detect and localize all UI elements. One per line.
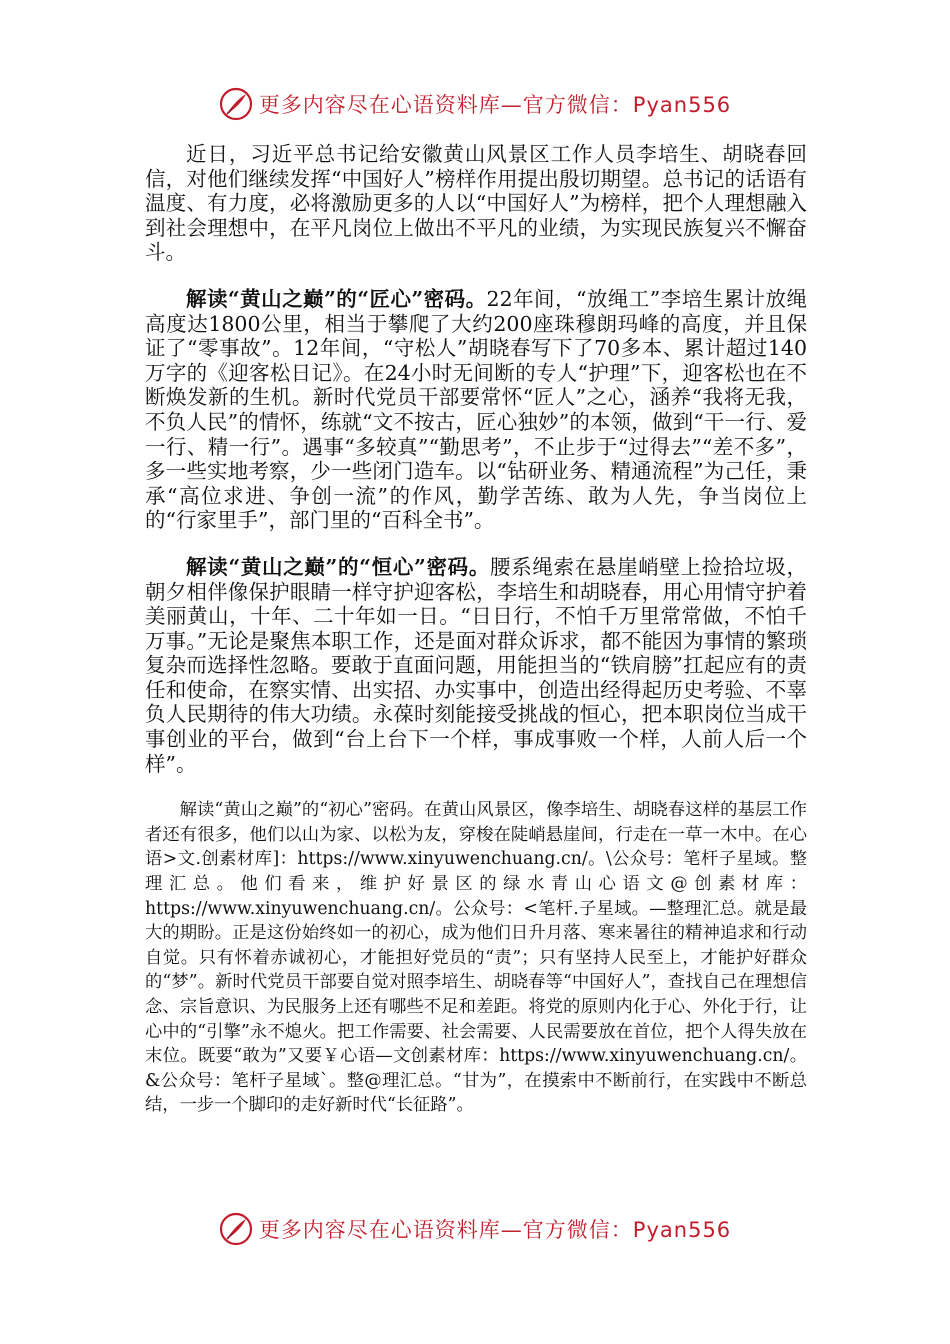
paragraph-original-aspiration [145, 798, 807, 1118]
header-banner [0, 82, 950, 126]
paragraph-intro [145, 142, 807, 265]
paragraph-lead: 解读“黄山之巅”的“匠心”密码。 [186, 286, 487, 311]
paragraph-text: 近日，习近平总书记给安徽黄山风景区工作人员李培生、胡晓春回信，对他们继续发挥“中国好人”榜样作用提出殷切期望。总书记的话语有温度、有力度，必将激励更多的人以“中国好人”为榜样，把个人理想融入到社会理想中，在平凡岗位上做出不平凡的业绩，为实现民族复兴不懈奋斗。 [145, 142, 807, 265]
paragraph-perseverance [145, 555, 807, 776]
paragraph-text: 腰系绳索在悬崖峭壁上捡拾垃圾，朝夕相伴像保护眼睛一样守护迎客松，李培生和胡晓春，用心用情守护着美丽黄山，十年、二十年如一日。“日日行，不怕千万里常常做，不怕千万事。”无论是聚焦本职工作，还是面对群众诉求，都不能因为事情的繁琐复杂而选择性忽略。要敢于直面问题，用能担当的“铁肩膀”扛起应有的责任和使命，在察实情、出实招、办实事中，创造出经得起历史考验、不辜负人民期待的伟大功绩。永葆时刻能接受挑战的恒心，把本职岗位当成干事创业的平台，做到“台上台下一个样，事成事败一个样，人前人后一个样”。 [145, 554, 808, 776]
paragraph-lead: 解读“黄山之巅”的“恒心”密码。 [186, 554, 491, 579]
quill-logo-icon [219, 1212, 253, 1246]
banner-text: 更多内容尽在心语资料库—官方微信：Pyan556 [258, 93, 732, 117]
quill-logo-icon [219, 87, 253, 121]
article-body [145, 142, 807, 1140]
banner-text: 更多内容尽在心语资料库—官方微信：Pyan556 [258, 1218, 732, 1242]
paragraph-craftsmanship [145, 287, 807, 533]
footer-banner [0, 1207, 950, 1251]
paragraph-text: 22年间，“放绳工”李培生累计放绳高度达1800公里，相当于攀爬了大约200座珠穆朗玛峰的高度，并且保证了“零事故”。12年间，“守松人”胡晓春写下了70多本、累计超过140万字的《迎客松日记》。在24小时无间断的专人“护理”下，迎客松也在不断焕发新的生机。新时代党员干部要常怀“匠人”之心，涵养“我将无我，不负人民”的情怀，练就“文不按古，匠心独妙”的本领，做到“干一行、爱一行、精一行”。遇事“多较真”“勤思考”，不止步于“过得去”“差不多”，多一些实地考察，少一些闭门造车。以“钻研业务、精通流程”为己任，秉承“高位求进、争创一流”的作风，勤学苦练、敢为人先，争当岗位上的“行家里手”，部门里的“百科全书”。 [145, 286, 808, 533]
paragraph-text: 解读“黄山之巅”的“初心”密码。在黄山风景区，像李培生、胡晓春这样的基层工作者还有很多，他们以山为家、以松为友，穿梭在陡峭悬崖间，行走在一草一木中。在心语>文.创素材库]：https://www.xinyuwenchuang.cn/。\公众号：笔杆子星域。整理汇总。他们看来，维护好景区的绿水青山心语文@创素材库：https://www.xinyuwenchuang.cn/。公众号：<笔杆.子星域。—整理汇总。就是最大的期盼。正是这份始终如一的初心，成为他们日升月落、寒来暑往的精神追求和行动自觉。只有怀着赤诚初心，才能担好党员的“责”；只有坚持人民至上，才能护好群众的“梦”。新时代党员干部要自觉对照李培生、胡晓春等“中国好人”，查找自己在理想信念、宗旨意识、为民服务上还有哪些不足和差距。将党的原则内化于心、外化于行，让心中的“引擎”永不熄火。把工作需要、社会需要、人民需要放在首位，把个人得失放在末位。既要“敢为”又要￥心语—文创素材库：https://www.xinyuwenchuang.cn/。&公众号：笔杆子星域`。整@理汇总。“甘为”，在摸索中不断前行，在实践中不断总结，一步一个脚印的走好新时代“长征路”。 [145, 800, 807, 1116]
